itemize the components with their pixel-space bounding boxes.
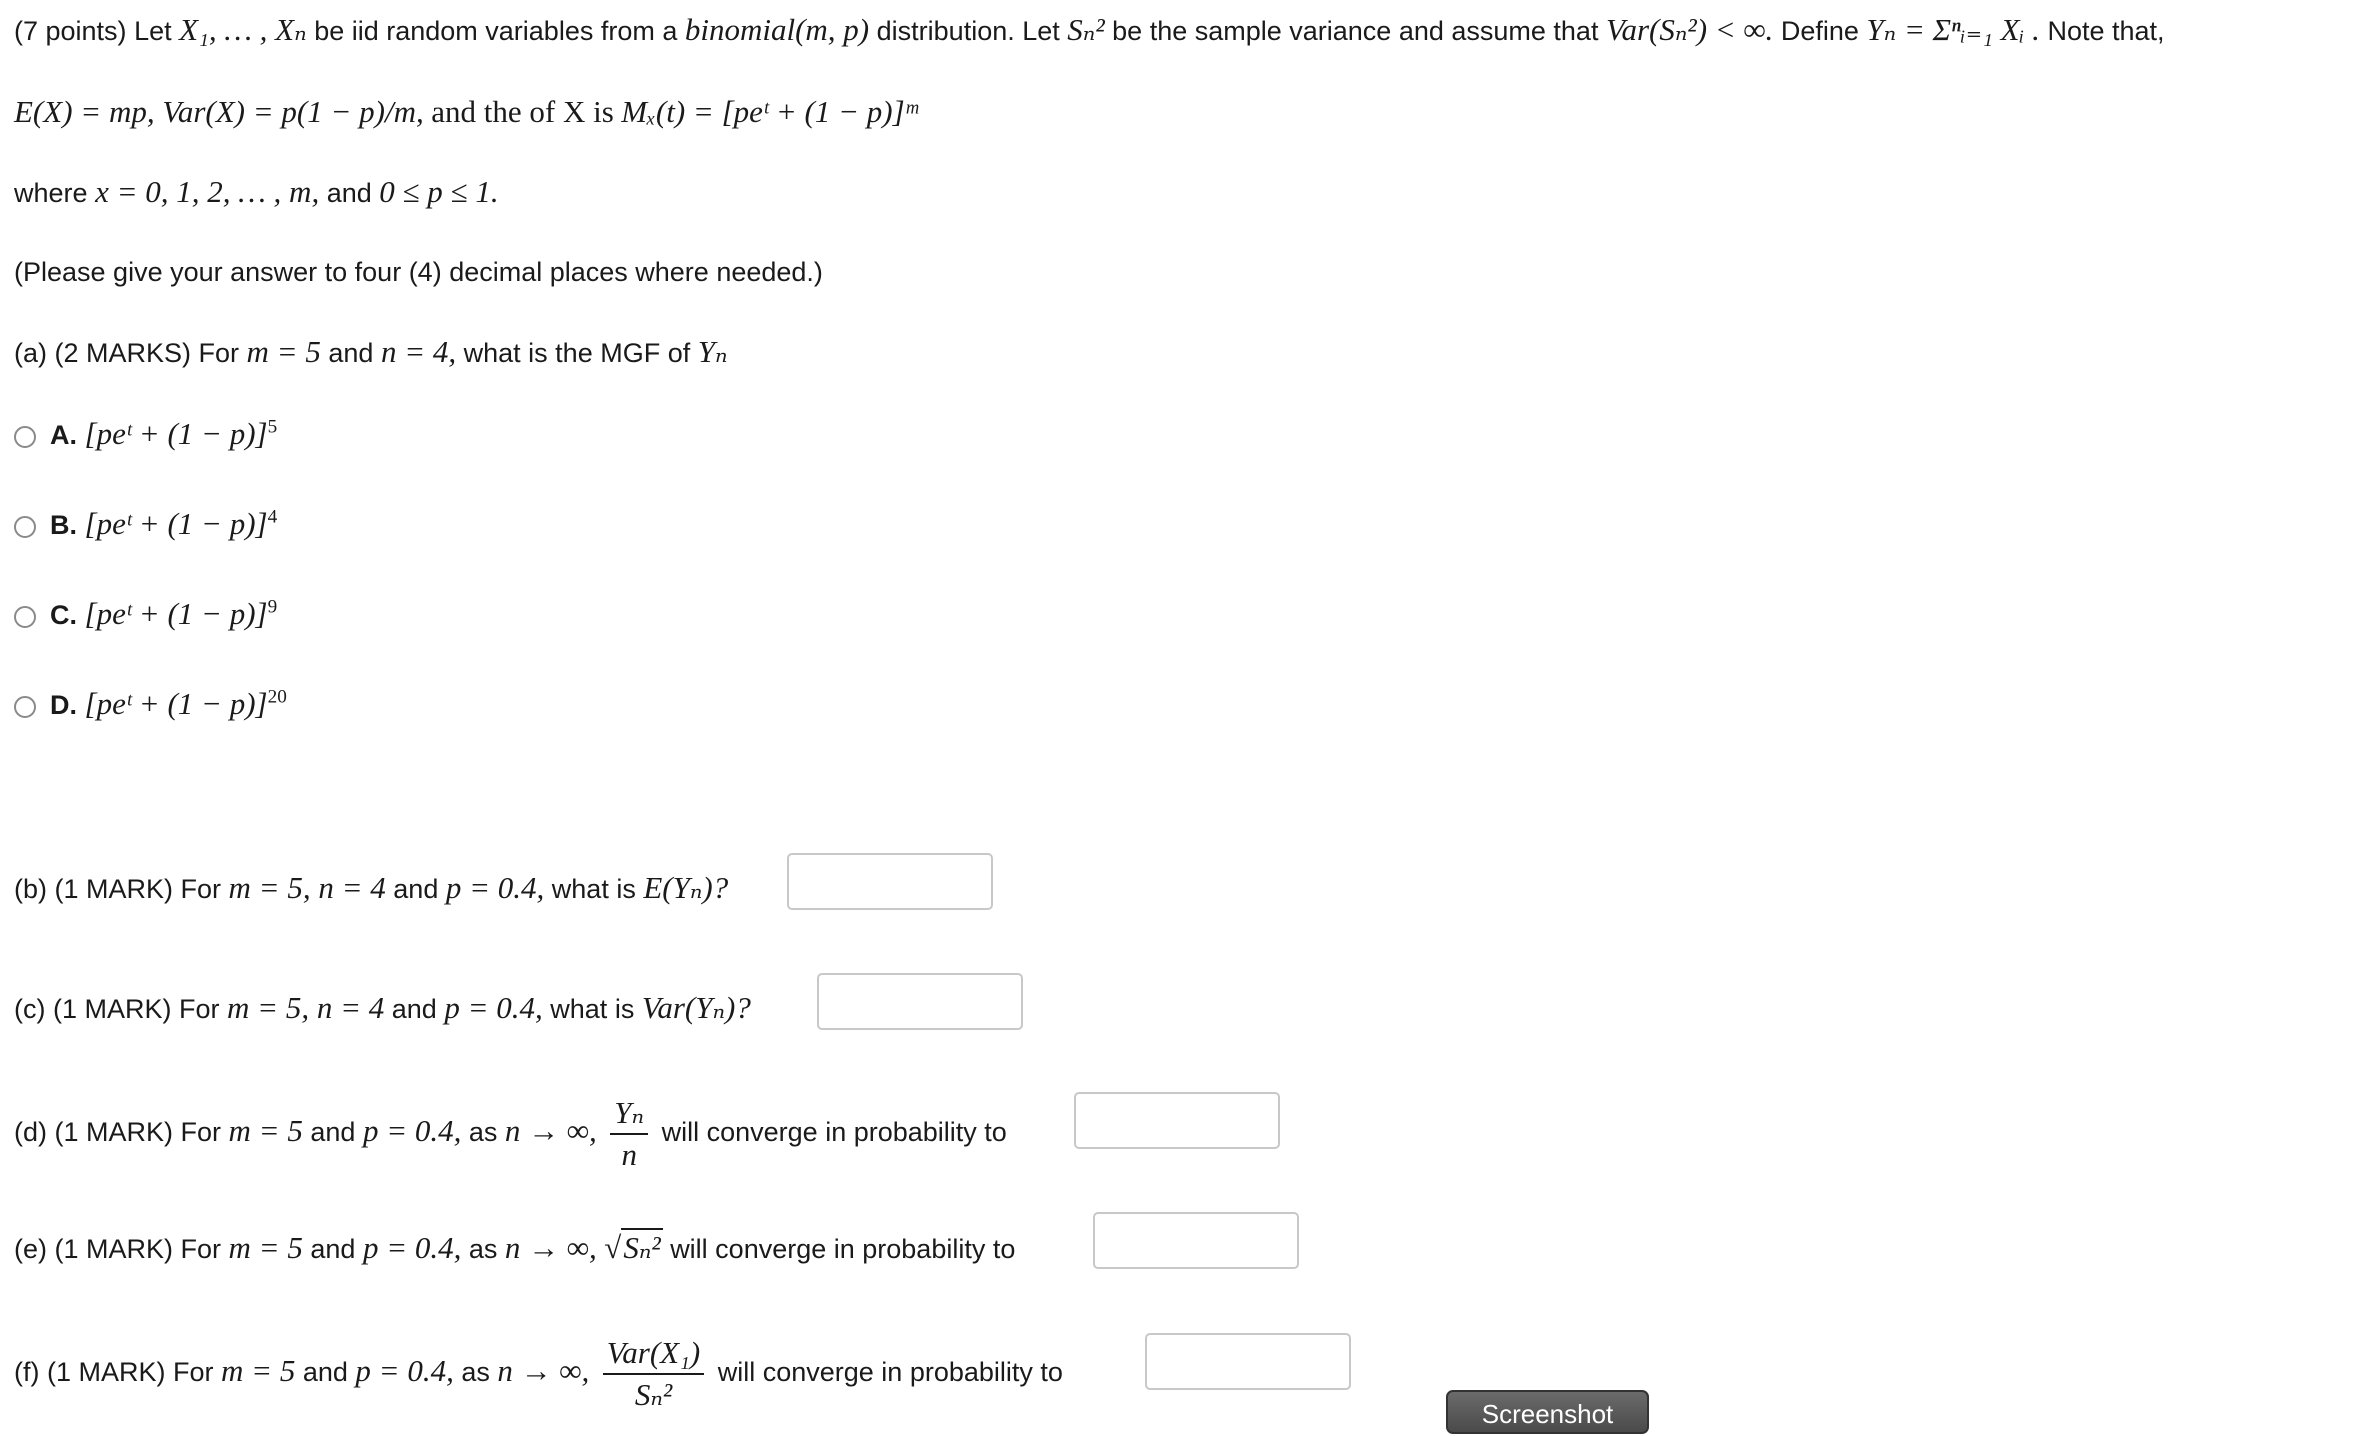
- part-f-label: (f) (1 MARK) For: [14, 1357, 214, 1387]
- option-b-letter: B.: [50, 510, 77, 540]
- option-b-formula: [85, 506, 278, 541]
- and-text: and: [302, 1357, 348, 1387]
- option-d-exponent: 20: [267, 686, 287, 708]
- square-root: [604, 1228, 662, 1268]
- intro-text: Note that,: [2047, 16, 2165, 46]
- support-text: and: [326, 178, 372, 208]
- as-text: as: [468, 1117, 498, 1147]
- question-target: Var(Yₙ)?: [641, 990, 751, 1025]
- condition-p: p = 0.4,: [355, 1353, 454, 1388]
- option-b[interactable]: [14, 504, 277, 545]
- sample-sequence: X₁, … , Xₙ: [179, 12, 307, 47]
- part-f-answer-input[interactable]: [1145, 1333, 1351, 1390]
- part-e-answer-input[interactable]: [1093, 1212, 1299, 1269]
- condition-m: m = 5: [228, 1230, 303, 1265]
- fraction-var-over-sn2: [603, 1335, 704, 1413]
- fraction-denominator: Sₙ²: [634, 1376, 673, 1412]
- option-c-letter: C.: [50, 600, 77, 630]
- distribution-facts: [14, 92, 918, 133]
- option-a-base: [peᵗ + (1 − p)]: [84, 416, 268, 451]
- as-text: as: [468, 1234, 498, 1264]
- sample-variance-symbol: Sₙ²: [1067, 12, 1105, 47]
- mgf-formula: Mₓ(t) = [peᵗ + (1 − p)]ᵐ: [621, 94, 918, 129]
- fraction-numerator: Var(X₁): [603, 1335, 704, 1375]
- intro-text: Let: [134, 16, 172, 46]
- condition-p: p = 0.4,: [445, 870, 545, 905]
- limit-expression: n → ∞,: [497, 1353, 590, 1388]
- fraction-yn-over-n: [610, 1095, 648, 1173]
- question-target: E(Yₙ)?: [643, 870, 729, 905]
- part-b-label: (b) (1 MARK) For: [14, 874, 222, 904]
- intro-text: be iid random variables from a: [314, 16, 678, 46]
- condition-n: n = 4,: [380, 334, 457, 369]
- as-text: as: [461, 1357, 490, 1387]
- support-line: [14, 172, 499, 213]
- part-b-answer-input[interactable]: [787, 853, 993, 910]
- problem-intro: [14, 10, 2165, 51]
- mean-variance-formula: E(X) = mp, Var(X) = p(1 − p)/m,: [14, 94, 424, 129]
- option-d-base: [peᵗ + (1 − p)]: [84, 686, 268, 721]
- option-a-radio[interactable]: [14, 426, 36, 448]
- part-c-question: [14, 988, 751, 1029]
- condition-p: p = 0.4,: [362, 1113, 462, 1148]
- converge-text: will converge in probability to: [717, 1357, 1063, 1387]
- part-a-label: (a) (2 MARKS) For: [14, 338, 240, 368]
- condition-m: m = 5: [228, 1113, 303, 1148]
- question-text: what is: [551, 874, 636, 904]
- and-text: and: [310, 1234, 356, 1264]
- option-a-exponent: 5: [267, 416, 278, 438]
- condition-p: p = 0.4,: [362, 1230, 462, 1265]
- variance-condition: Var(Sₙ²) < ∞.: [1605, 12, 1774, 47]
- part-e-question: [14, 1228, 1015, 1269]
- fraction-numerator: Yₙ: [610, 1095, 648, 1135]
- converge-text: will converge in probability to: [661, 1117, 1007, 1147]
- condition-m: m = 5: [221, 1353, 296, 1388]
- part-a-question: [14, 332, 728, 373]
- radicand: Sₙ²: [623, 1230, 661, 1265]
- points-label: (7 points): [14, 16, 127, 46]
- option-c-radio[interactable]: [14, 606, 36, 628]
- condition-mn: m = 5, n = 4: [228, 870, 386, 905]
- limit-expression: n → ∞,: [504, 1113, 597, 1148]
- radical-sign: √: [604, 1230, 622, 1265]
- option-c-exponent: 9: [267, 596, 278, 618]
- option-b-exponent: 4: [267, 506, 278, 528]
- p-range: 0 ≤ p ≤ 1.: [379, 174, 499, 209]
- and-text: and: [391, 994, 437, 1024]
- intro-text: be the sample variance and assume that: [1112, 16, 1599, 46]
- condition-m: m = 5: [246, 334, 321, 369]
- option-d-radio[interactable]: [14, 696, 36, 718]
- option-c[interactable]: [14, 594, 277, 635]
- condition-mn: m = 5, n = 4: [227, 990, 385, 1025]
- support-text: where: [14, 178, 88, 208]
- and-text: and: [328, 338, 374, 368]
- option-a-formula: [85, 416, 278, 451]
- intro-text: Define: [1780, 16, 1859, 46]
- part-c-label: (c) (1 MARK) For: [14, 994, 220, 1024]
- option-a[interactable]: [14, 414, 277, 455]
- support-domain: x = 0, 1, 2, … , m,: [95, 174, 320, 209]
- option-a-letter: A.: [50, 420, 77, 450]
- option-b-radio[interactable]: [14, 516, 36, 538]
- option-d-letter: D.: [50, 690, 77, 720]
- question-target: Yₙ: [697, 334, 728, 369]
- y-definition: Yₙ = Σⁿᵢ₌₁ Xᵢ .: [1866, 12, 2040, 47]
- question-text: what is the MGF of: [463, 338, 691, 368]
- facts-text: and the of X is: [431, 94, 614, 129]
- and-text: and: [310, 1117, 356, 1147]
- intro-text: distribution. Let: [876, 16, 1060, 46]
- option-d[interactable]: [14, 684, 287, 725]
- part-d-label: (d) (1 MARK) For: [14, 1117, 222, 1147]
- option-d-formula: [85, 686, 287, 721]
- part-d-question: [14, 1086, 1007, 1177]
- question-text: what is: [550, 994, 635, 1024]
- converge-text: will converge in probability to: [670, 1234, 1016, 1264]
- part-e-label: (e) (1 MARK) For: [14, 1234, 222, 1264]
- part-b-question: [14, 868, 728, 909]
- limit-expression: n → ∞,: [504, 1230, 597, 1265]
- part-d-answer-input[interactable]: [1074, 1092, 1280, 1149]
- screenshot-button[interactable]: Screenshot: [1446, 1390, 1649, 1434]
- condition-p: p = 0.4,: [444, 990, 543, 1025]
- part-f-question: [14, 1326, 1063, 1417]
- distribution-name: binomial(m, p): [684, 12, 870, 47]
- option-c-base: [peᵗ + (1 − p)]: [84, 596, 268, 631]
- option-c-formula: [85, 596, 278, 631]
- part-c-answer-input[interactable]: [817, 973, 1023, 1030]
- and-text: and: [393, 874, 439, 904]
- instruction-text: (Please give your answer to four (4) decimal places where needed.): [14, 257, 823, 287]
- fraction-denominator: n: [621, 1136, 637, 1172]
- option-b-base: [peᵗ + (1 − p)]: [84, 506, 268, 541]
